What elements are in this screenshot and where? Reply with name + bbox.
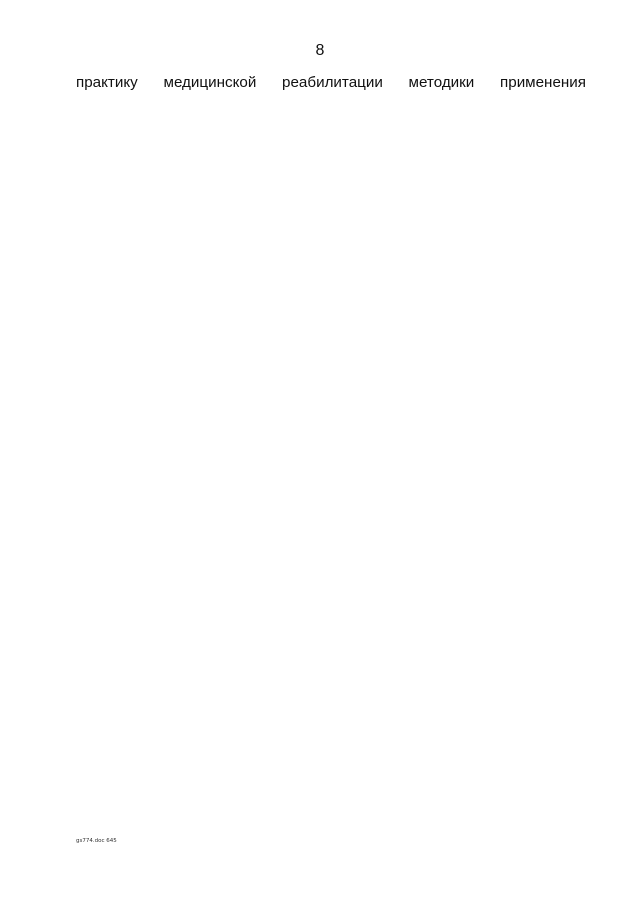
footer-document-code: gs774.doc 645 bbox=[76, 838, 117, 844]
body-text bbox=[76, 73, 586, 93]
text-line: практику медицинской реабилитации методики применения bbox=[76, 74, 586, 91]
page-number: 8 bbox=[315, 42, 325, 59]
